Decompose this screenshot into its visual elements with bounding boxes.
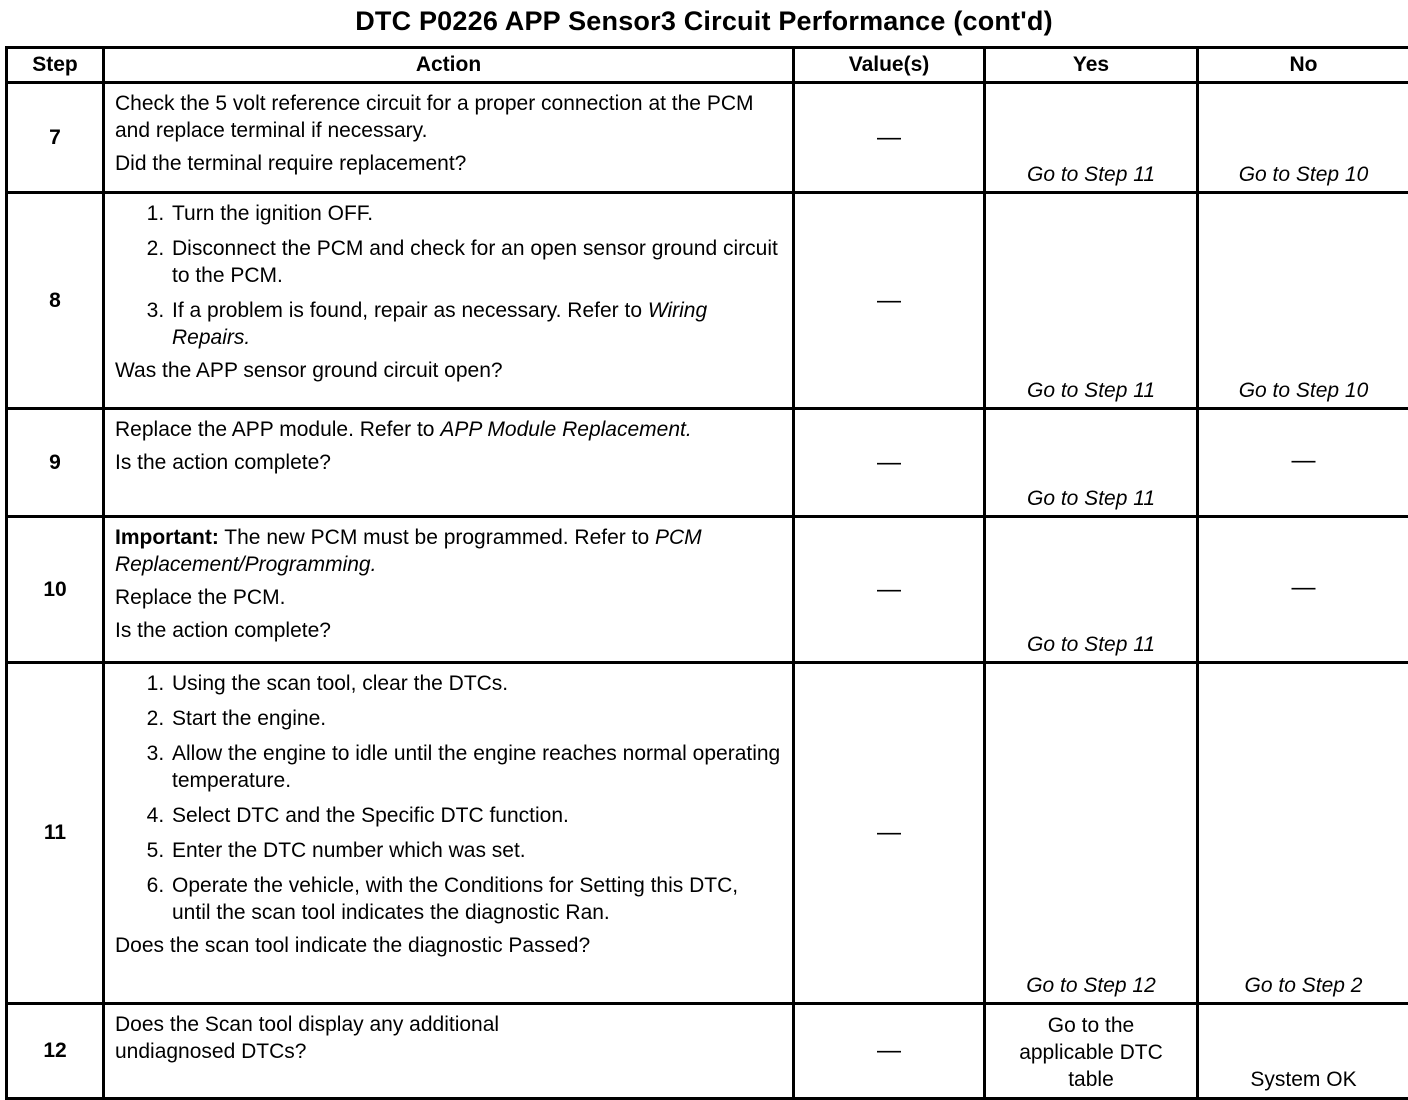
action-cell	[104, 409, 794, 517]
header-no: No	[1198, 48, 1408, 83]
no-cell: Go to Step 2	[1198, 663, 1408, 1004]
action-text: Check the 5 volt reference circuit for a proper connection at the PCM and replace terminal if necessary.	[115, 90, 782, 144]
action-question: Is the action complete?	[115, 449, 782, 476]
yes-cell: Go to Step 11	[985, 409, 1198, 517]
action-list	[115, 670, 782, 926]
list-item-text: If a problem is found, repair as necessary. Refer to	[172, 299, 642, 322]
action-cell	[104, 83, 794, 193]
yes-cell: Go to Step 11	[985, 83, 1198, 193]
list-item: 2. Start the engine.	[170, 705, 782, 732]
list-item: 5. Enter the DTC number which was set.	[170, 837, 782, 864]
step-number: 9	[7, 409, 104, 517]
header-row	[7, 48, 1408, 83]
value-cell: —	[794, 83, 985, 193]
table-row	[7, 409, 1408, 517]
action-cell	[104, 663, 794, 1004]
value-cell: —	[794, 193, 985, 409]
list-item: 1. Using the scan tool, clear the DTCs.	[170, 670, 782, 697]
important-note	[115, 524, 782, 578]
list-item: 3. Allow the engine to idle until the engine reaches normal operating temperature.	[170, 740, 782, 794]
step-number: 10	[7, 517, 104, 663]
header-step: Step	[7, 48, 104, 83]
action-text: Replace the PCM.	[115, 584, 782, 611]
action-list	[115, 200, 782, 351]
table-row	[7, 193, 1408, 409]
diagnostic-table	[5, 46, 1408, 1100]
diagnostic-table-container	[5, 46, 1408, 1100]
reference-link: APP Module Replacement.	[440, 418, 691, 441]
action-question: Was the APP sensor ground circuit open?	[115, 357, 782, 384]
action-cell	[104, 193, 794, 409]
action-cell	[104, 517, 794, 663]
value-cell: —	[794, 409, 985, 517]
list-item	[170, 297, 782, 351]
no-cell: —	[1198, 409, 1408, 517]
header-values: Value(s)	[794, 48, 985, 83]
action-question: Is the action complete?	[115, 617, 782, 644]
action-question: Did the terminal require replacement?	[115, 150, 782, 177]
reference-link: PCM Replacement/Programming.	[115, 526, 702, 576]
step-number: 11	[7, 663, 104, 1004]
action-question: Does the Scan tool display any additional undiagnosed DTCs?	[115, 1011, 585, 1065]
step-number: 12	[7, 1004, 104, 1099]
step-number: 7	[7, 83, 104, 193]
value-cell: —	[794, 663, 985, 1004]
step-number: 8	[7, 193, 104, 409]
table-row	[7, 663, 1408, 1004]
action-text: Replace the APP module. Refer to	[115, 418, 434, 441]
action-question: Does the scan tool indicate the diagnostic Passed?	[115, 932, 782, 959]
no-cell: Go to Step 10	[1198, 83, 1408, 193]
action-cell	[104, 1004, 794, 1099]
yes-cell: Go to the applicable DTC table	[985, 1004, 1198, 1099]
yes-cell: Go to Step 11	[985, 517, 1198, 663]
yes-cell: Go to Step 12	[985, 663, 1198, 1004]
list-item: 1. Turn the ignition OFF.	[170, 200, 782, 227]
page-title: DTC P0226 APP Sensor3 Circuit Performance (cont'd)	[0, 6, 1408, 37]
value-cell: —	[794, 517, 985, 663]
no-cell: —	[1198, 517, 1408, 663]
yes-cell: Go to Step 11	[985, 193, 1198, 409]
table-row	[7, 517, 1408, 663]
no-cell: System OK	[1198, 1004, 1408, 1099]
header-action: Action	[104, 48, 794, 83]
table-row	[7, 1004, 1408, 1099]
list-item: 6. Operate the vehicle, with the Conditions for Setting this DTC, until the scan tool indicates the diagnostic Ran.	[170, 872, 782, 926]
important-label: Important:	[115, 526, 219, 549]
table-row	[7, 83, 1408, 193]
action-text-block	[115, 416, 782, 443]
value-cell: —	[794, 1004, 985, 1099]
list-item: 4. Select DTC and the Specific DTC function.	[170, 802, 782, 829]
list-item: 2. Disconnect the PCM and check for an open sensor ground circuit to the PCM.	[170, 235, 782, 289]
header-yes: Yes	[985, 48, 1198, 83]
no-cell: Go to Step 10	[1198, 193, 1408, 409]
important-text: The new PCM must be programmed. Refer to	[224, 526, 649, 549]
reference-link: Wiring Repairs.	[172, 299, 707, 349]
